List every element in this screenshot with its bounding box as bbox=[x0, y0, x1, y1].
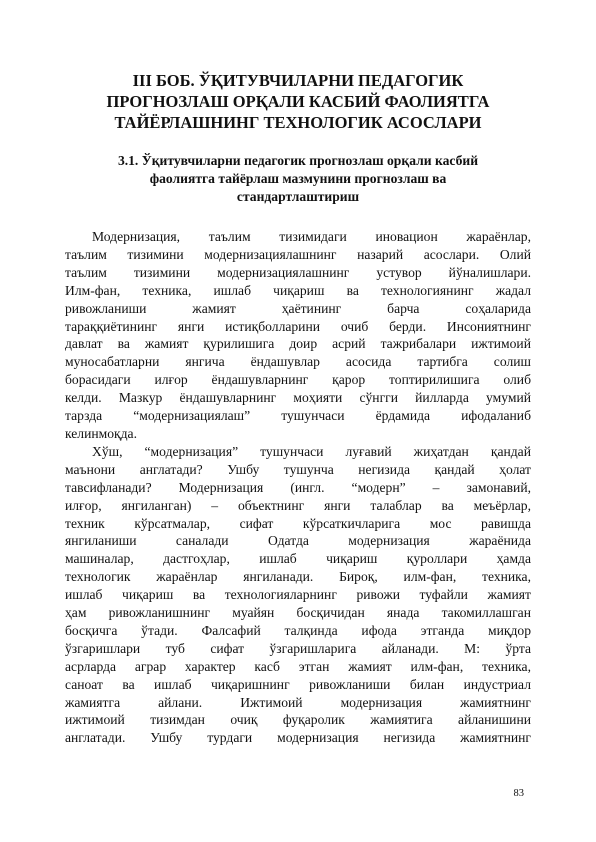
text-line: тавсифланади? Модернизация (ингл. “модерн” – замонавий, bbox=[65, 479, 531, 495]
text-line: жамиятга айлани. Ижтимоий модернизация жамиятнинг bbox=[65, 694, 531, 710]
section-title-line: стандартлаштириш bbox=[236, 189, 360, 204]
text-line: саноат ва ишлаб чиқаришнинг ривожланиши билан индустриал bbox=[65, 676, 531, 692]
body-text bbox=[65, 228, 531, 747]
text-line: келди. Мазкур ёндашувларнинг моҳияти сўнгги йилларда умумий bbox=[65, 390, 531, 406]
text-line: ишлаб чиқариш ва технологияларнинг ривожи туфайли жамият bbox=[65, 587, 531, 603]
text-line: муносабатларни янгича ёндашувлар асосида тартибга солиш bbox=[65, 354, 531, 370]
paragraph-2 bbox=[65, 443, 531, 747]
text-line: таълим тизимини модернизациялашнинг устувор йўналишлари. bbox=[65, 264, 531, 280]
text-line: келинмоқда. bbox=[65, 425, 137, 441]
chapter-title-line: ТАЙЁРЛАШНИНГ ТЕХНОЛОГИК АСОСЛАРИ bbox=[114, 113, 482, 132]
chapter-title-line: ПРОГНОЗЛАШ ОРҚАЛИ КАСБИЙ ФАОЛИЯТГА bbox=[106, 92, 490, 111]
page-number: 83 bbox=[513, 788, 524, 799]
text-line: илғор, янгиланган) – объектнинг янги талаблар ва меъёрлар, bbox=[65, 497, 531, 513]
text-line: англатади. Ушбу турдаги модернизация негизида жамиятнинг bbox=[65, 730, 531, 746]
text-line: борасидаги илғор ёндашувларнинг қарор топтирилишига олиб bbox=[65, 372, 531, 388]
text-line: Илм-фан, техника, ишлаб чиқариш ва технологиянинг жадал bbox=[65, 282, 531, 298]
text-line: техник кўрсатмалар, сифат кўрсаткичларига мос равишда bbox=[65, 515, 531, 531]
chapter-title bbox=[60, 70, 536, 133]
text-line: ривожланиши жамият ҳаётининг барча соҳаларида bbox=[65, 300, 531, 316]
text-line: Хўш, “модернизация” тушунчаси луғавий жиҳатдан қандай bbox=[92, 443, 531, 459]
text-line: тарзда “модернизациялаш” тушунчаси ёрдамида ифодаланиб bbox=[65, 408, 531, 424]
chapter-title-line: III БОБ. ЎҚИТУВЧИЛАРНИ ПЕДАГОГИК bbox=[132, 71, 464, 90]
text-line: технологик жараёнлар янгиланади. Бироқ, илм-фан, техника, bbox=[65, 569, 531, 585]
text-line: асрларда аграр характер касб этган жамият илм-фан, техника, bbox=[65, 658, 531, 674]
text-line: ижтимоий тизимдан очиқ фуқаролик жамиятига айланишини bbox=[65, 712, 531, 728]
text-line: давлат ва жамият қурилишига доир асрий тажрибалари ижтимоий bbox=[65, 336, 531, 352]
text-line: маънони англатади? Ушбу тушунча негизида қандай ҳолат bbox=[65, 461, 531, 477]
section-title-line: 3.1. Ўқитувчиларни педагогик прогнозлаш орқали касбий bbox=[117, 153, 479, 168]
text-line: ўзгаришлари туб сифат ўзгаришларига айланади. М: ўрта bbox=[65, 640, 531, 656]
text-line: тараққиётининг янги истиқболларини очиб берди. Инсониятнинг bbox=[65, 318, 531, 334]
section-title bbox=[70, 152, 526, 206]
text-line: таълим тизимини модернизациялашнинг назарий асослари. Олий bbox=[65, 246, 531, 262]
section-title-line: фаолиятга тайёрлаш мазмунини прогнозлаш ва bbox=[149, 171, 447, 186]
text-line: янгиланиши саналади Одатда модернизация жараёнида bbox=[65, 533, 531, 549]
paragraph-1 bbox=[65, 228, 531, 443]
text-line: Модернизация, таълим тизимидаги иновацион жараёнлар, bbox=[92, 229, 531, 244]
text-line: машиналар, дастгоҳлар, ишлаб чиқариш қуроллари ҳамда bbox=[65, 551, 531, 567]
text-line: босқичга ўтади. Фалсафий талқинда ифода этганда миқдор bbox=[65, 622, 531, 638]
text-line: ҳам ривожланишнинг муайян босқичидан янада такомиллашган bbox=[65, 605, 531, 621]
